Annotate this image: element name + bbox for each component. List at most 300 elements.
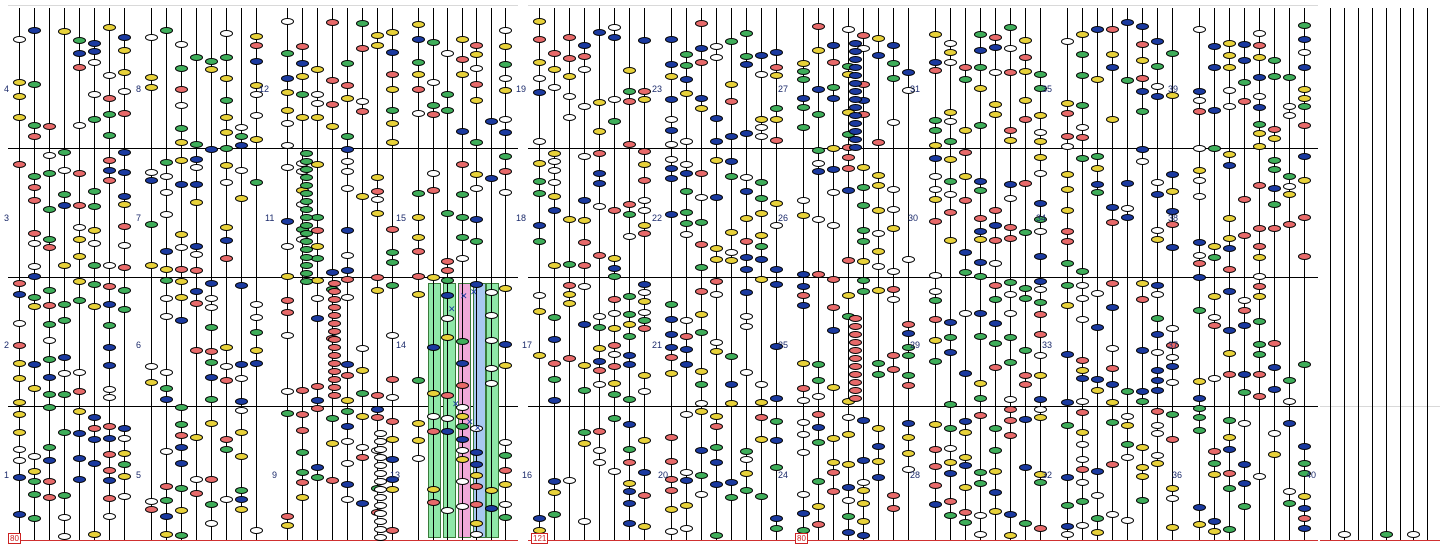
- bead: [281, 164, 294, 171]
- bead: [944, 138, 957, 145]
- bead: [499, 501, 512, 508]
- bead: [755, 436, 768, 443]
- bead: [328, 376, 341, 383]
- bead: [281, 243, 294, 250]
- bead: [1061, 171, 1074, 178]
- bead: [695, 472, 708, 479]
- bead: [695, 288, 708, 295]
- bead: [341, 481, 354, 488]
- bead: [190, 156, 203, 163]
- bead: [190, 141, 203, 148]
- bead: [145, 169, 158, 176]
- bead: [300, 238, 313, 245]
- lane-axis: [1372, 8, 1373, 540]
- bead: [1283, 183, 1296, 190]
- lane-number-label: 11: [265, 213, 275, 223]
- bead: [872, 458, 885, 465]
- bead: [578, 440, 591, 447]
- bead: [250, 179, 263, 186]
- bead: [623, 141, 636, 148]
- bead: [755, 124, 768, 131]
- bead: [58, 167, 71, 174]
- bead: [929, 173, 942, 180]
- bead: [974, 178, 987, 185]
- bead: [710, 256, 723, 263]
- lane-highlight-strip: [473, 283, 486, 538]
- bead: [412, 291, 425, 298]
- bead: [812, 521, 825, 528]
- lane-number-label: 16: [522, 470, 533, 480]
- bead: [857, 258, 870, 265]
- bead: [1298, 525, 1311, 532]
- bead: [770, 116, 783, 123]
- bead: [118, 69, 131, 76]
- bead: [175, 266, 188, 273]
- bead: [989, 508, 1002, 515]
- bead: [341, 60, 354, 67]
- bead: [740, 254, 753, 261]
- bead: [250, 347, 263, 354]
- bead: [1004, 359, 1017, 366]
- bead: [929, 155, 942, 162]
- bead: [13, 114, 26, 121]
- bead: [73, 37, 86, 44]
- bead: [1004, 417, 1017, 424]
- bead: [328, 352, 341, 359]
- lane-number-label: 15: [396, 213, 407, 223]
- bead: [608, 310, 621, 317]
- bead: [374, 518, 387, 525]
- bead: [300, 166, 313, 173]
- bead: [328, 304, 341, 311]
- bead: [103, 95, 116, 102]
- bead: [1004, 24, 1017, 31]
- bead: [1061, 531, 1074, 538]
- bead: [1061, 238, 1074, 245]
- bead: [1076, 409, 1089, 416]
- bead: [797, 419, 810, 426]
- bead: [797, 104, 810, 111]
- bead: [725, 81, 738, 88]
- bead: [235, 453, 248, 460]
- lane-number-label: 21: [652, 340, 663, 350]
- lane-axis: [584, 8, 585, 540]
- bead: [43, 206, 56, 213]
- bead: [608, 24, 621, 31]
- bead: [1061, 523, 1074, 530]
- bead: [1283, 74, 1296, 81]
- bead: [205, 476, 218, 483]
- bead: [160, 385, 173, 392]
- bead: [1298, 36, 1311, 43]
- bead: [220, 114, 233, 121]
- bead: [326, 440, 339, 447]
- bead: [386, 139, 399, 146]
- bead: [28, 453, 41, 460]
- bead: [1004, 195, 1017, 202]
- bead: [190, 300, 203, 307]
- bead: [1223, 87, 1236, 94]
- bead: [1238, 420, 1251, 427]
- bead: [842, 484, 855, 491]
- bead: [1238, 196, 1251, 203]
- bead: [1268, 201, 1281, 208]
- bead: [1091, 290, 1104, 297]
- bead: [328, 360, 341, 367]
- bead: [623, 459, 636, 466]
- bead: [1091, 26, 1104, 33]
- bead: [341, 252, 354, 259]
- bead: [43, 321, 56, 328]
- bead: [220, 97, 233, 104]
- lane-number-label: 33: [1042, 340, 1053, 350]
- bead: [740, 130, 753, 137]
- bead: [1253, 254, 1266, 261]
- bead: [797, 95, 810, 102]
- bead: [638, 281, 651, 288]
- bead: [563, 300, 576, 307]
- bead: [281, 388, 294, 395]
- bead: [386, 418, 399, 425]
- bead: [1136, 497, 1149, 504]
- bead: [849, 355, 862, 362]
- bead: [887, 119, 900, 126]
- bead: [1193, 97, 1206, 104]
- crossover-marker-icon: ✕: [470, 287, 478, 297]
- bead: [1004, 127, 1017, 134]
- bead: [665, 96, 678, 103]
- bead: [827, 469, 840, 476]
- bead: [797, 491, 810, 498]
- bead: [58, 514, 71, 521]
- bead: [190, 267, 203, 274]
- bead: [608, 415, 621, 422]
- bead: [665, 165, 678, 172]
- bead: [989, 282, 1002, 289]
- bead: [58, 492, 71, 499]
- bead: [88, 40, 101, 47]
- bead: [842, 497, 855, 504]
- lane-axis: [64, 8, 65, 540]
- bead: [386, 436, 399, 443]
- bead: [412, 190, 425, 197]
- bead: [680, 477, 693, 484]
- lane-axis: [1289, 8, 1290, 540]
- lane-number-label: 22: [652, 213, 663, 223]
- bead: [1076, 295, 1089, 302]
- bead: [1076, 282, 1089, 289]
- bead: [1004, 532, 1017, 539]
- bead: [88, 227, 101, 234]
- bead: [578, 362, 591, 369]
- bead: [296, 427, 309, 434]
- bead: [1121, 77, 1134, 84]
- bead: [770, 105, 783, 112]
- bead: [296, 469, 309, 476]
- bead: [456, 360, 469, 367]
- bead: [623, 488, 636, 495]
- bead: [412, 110, 425, 117]
- bead: [281, 142, 294, 149]
- bead: [812, 478, 825, 485]
- bead: [326, 19, 339, 26]
- bead: [797, 302, 810, 309]
- bead: [118, 242, 131, 249]
- bead: [13, 399, 26, 406]
- bead: [623, 520, 636, 527]
- section-rule: [528, 5, 1318, 6]
- bead: [887, 186, 900, 193]
- bead: [427, 413, 440, 420]
- bead: [145, 74, 158, 81]
- bead: [1061, 502, 1074, 509]
- bead: [849, 379, 862, 386]
- bead: [1106, 51, 1119, 58]
- bead: [1004, 396, 1017, 403]
- bead: [665, 73, 678, 80]
- bead: [386, 226, 399, 233]
- bead: [1019, 116, 1032, 123]
- bead: [441, 91, 454, 98]
- bead: [1151, 377, 1164, 384]
- bead: [311, 100, 324, 107]
- bead: [1034, 396, 1047, 403]
- bead: [974, 64, 987, 71]
- bead: [1151, 63, 1164, 70]
- bead: [456, 382, 469, 389]
- bead: [1223, 215, 1236, 222]
- bead: [326, 415, 339, 422]
- lane-number-label: 8: [136, 84, 142, 94]
- bead: [374, 534, 387, 541]
- bead: [755, 276, 768, 283]
- bead: [608, 325, 621, 332]
- bead: [974, 412, 987, 419]
- bead: [1019, 68, 1032, 75]
- bead: [1151, 38, 1164, 45]
- bead: [1106, 219, 1119, 226]
- bead: [1136, 398, 1149, 405]
- bead: [812, 47, 825, 54]
- bead: [1076, 441, 1089, 448]
- bead: [470, 531, 483, 538]
- bead: [548, 193, 561, 200]
- section-rule: [8, 540, 518, 541]
- bead: [944, 109, 957, 116]
- bead: [190, 243, 203, 250]
- bead: [1298, 122, 1311, 129]
- bead: [827, 435, 840, 442]
- bead: [427, 274, 440, 281]
- bead: [755, 399, 768, 406]
- bead: [1298, 253, 1311, 260]
- bead: [1223, 103, 1236, 110]
- lane-axis: [776, 8, 777, 540]
- lane-number-label: 18: [516, 213, 527, 223]
- bead: [1166, 171, 1179, 178]
- bead: [43, 374, 56, 381]
- bead: [412, 273, 425, 280]
- bead: [58, 317, 71, 324]
- bead: [593, 447, 606, 454]
- bead: [1298, 515, 1311, 522]
- bead: [485, 175, 498, 182]
- bead: [1166, 50, 1179, 57]
- bead: [623, 396, 636, 403]
- bead: [175, 41, 188, 48]
- bead: [311, 383, 324, 390]
- bead: [175, 404, 188, 411]
- bead: [665, 354, 678, 361]
- bead: [1238, 232, 1251, 239]
- bead: [827, 304, 840, 311]
- bead: [1193, 252, 1206, 259]
- section-rule: [8, 148, 518, 149]
- bead: [578, 103, 591, 110]
- bead: [827, 488, 840, 495]
- bead: [103, 24, 116, 31]
- bead: [1283, 398, 1296, 405]
- bead: [205, 146, 218, 153]
- bead: [1208, 243, 1221, 250]
- bead: [695, 368, 708, 375]
- bead: [1193, 414, 1206, 421]
- bead: [797, 397, 810, 404]
- bead: [548, 397, 561, 404]
- bead: [989, 296, 1002, 303]
- bead: [857, 227, 870, 234]
- bead: [944, 349, 957, 356]
- bead: [695, 381, 708, 388]
- bead: [872, 425, 885, 432]
- bead: [533, 89, 546, 96]
- bead: [1034, 331, 1047, 338]
- bead: [328, 368, 341, 375]
- bead: [959, 173, 972, 180]
- bead: [1268, 430, 1281, 437]
- bead: [740, 215, 753, 222]
- bead: [974, 273, 987, 280]
- bead: [578, 153, 591, 160]
- bead: [887, 60, 900, 67]
- bead: [386, 376, 399, 383]
- bead: [371, 42, 384, 49]
- bead: [842, 431, 855, 438]
- bead: [1238, 461, 1251, 468]
- bead: [88, 203, 101, 210]
- bead: [593, 367, 606, 374]
- bead: [386, 49, 399, 56]
- bead: [1061, 228, 1074, 235]
- bead: [205, 501, 218, 508]
- bead: [929, 67, 942, 74]
- lane-number-label: 12: [259, 84, 270, 94]
- bead: [1208, 314, 1221, 321]
- bead: [1253, 30, 1266, 37]
- bead: [499, 43, 512, 50]
- bead: [1253, 293, 1266, 300]
- bead: [300, 206, 313, 213]
- bead: [638, 96, 651, 103]
- bead: [1019, 381, 1032, 388]
- bead: [235, 506, 248, 513]
- bead: [887, 492, 900, 499]
- bead: [300, 246, 313, 253]
- bead: [849, 395, 862, 402]
- bead: [665, 506, 678, 513]
- bead: [929, 31, 942, 38]
- bead: [1283, 500, 1296, 507]
- bead: [533, 178, 546, 185]
- bead: [608, 351, 621, 358]
- bead: [118, 193, 131, 200]
- bead: [842, 165, 855, 172]
- bead: [1208, 448, 1221, 455]
- bead: [235, 361, 248, 368]
- bead: [103, 451, 116, 458]
- bead: [58, 429, 71, 436]
- bead: [13, 474, 26, 481]
- bead: [533, 308, 546, 315]
- bead: [88, 48, 101, 55]
- bead: [1076, 398, 1089, 405]
- bead: [1136, 57, 1149, 64]
- bead: [300, 222, 313, 229]
- bead: [412, 420, 425, 427]
- bead: [680, 231, 693, 238]
- bead: [412, 71, 425, 78]
- bead: [638, 492, 651, 499]
- lane-number-label: 7: [136, 213, 142, 223]
- bead: [827, 84, 840, 91]
- bead: [13, 320, 26, 327]
- bead: [1121, 413, 1134, 420]
- bead: [341, 460, 354, 467]
- bead: [959, 197, 972, 204]
- bead: [118, 435, 131, 442]
- bead: [593, 128, 606, 135]
- bead: [944, 498, 957, 505]
- bead: [88, 59, 101, 66]
- bead: [770, 200, 783, 207]
- bead: [887, 75, 900, 82]
- bead: [623, 421, 636, 428]
- bead: [371, 274, 384, 281]
- bead: [175, 278, 188, 285]
- bead: [1407, 531, 1420, 538]
- bead: [1034, 138, 1047, 145]
- bead: [959, 370, 972, 377]
- bead: [827, 276, 840, 283]
- bead: [456, 436, 469, 443]
- bead: [456, 56, 469, 63]
- bead: [849, 315, 862, 322]
- bead: [887, 268, 900, 275]
- bead: [872, 474, 885, 481]
- bead: [103, 362, 116, 369]
- bead: [1193, 274, 1206, 281]
- bead: [1298, 493, 1311, 500]
- bead: [485, 505, 498, 512]
- bead: [1166, 411, 1179, 418]
- bead: [887, 366, 900, 373]
- bead: [680, 333, 693, 340]
- bead: [1298, 214, 1311, 221]
- bead: [638, 523, 651, 530]
- bead: [1019, 416, 1032, 423]
- bead: [73, 64, 86, 71]
- bead: [1166, 436, 1179, 443]
